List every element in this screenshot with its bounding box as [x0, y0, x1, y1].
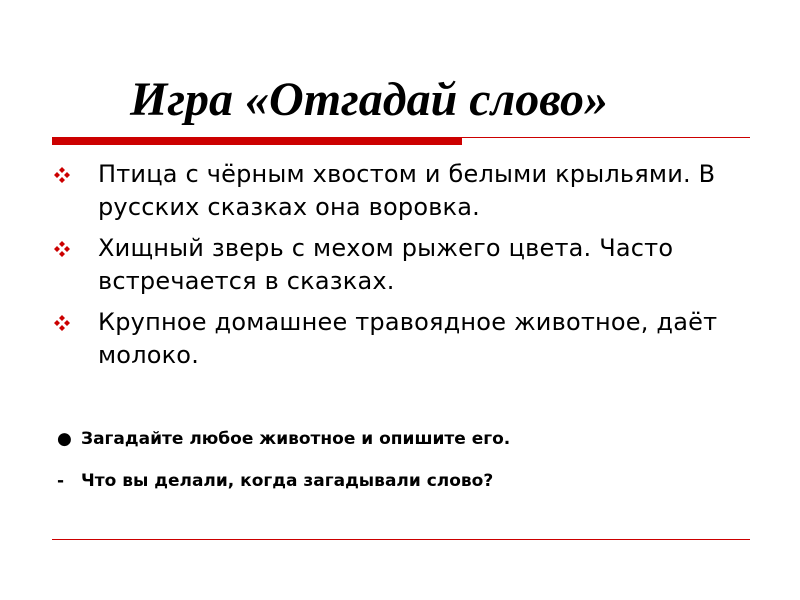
- task-text: Загадайте любое животное и опишите его.: [81, 429, 511, 449]
- question-dash-mark: -: [57, 471, 65, 491]
- question-text: Что вы делали, когда загадывали слово?: [81, 471, 494, 491]
- slide-title: Игра «Отгадай слово»: [130, 73, 609, 126]
- riddle-text: Хищный зверь с мехом рыжего цвета. Часто встречается в сказках.: [98, 234, 674, 295]
- riddle-item: [48, 232, 748, 298]
- riddle-text: Птица с чёрным хвостом и белыми крыльями. В русских сказках она воровка.: [98, 160, 716, 221]
- question-line: [57, 470, 493, 492]
- riddle-item: [48, 306, 748, 372]
- riddle-text: Крупное домашнее травоядное животное, даёт молоко.: [98, 308, 718, 369]
- four-diamond-bullet-icon: [54, 167, 70, 183]
- task-line: [57, 428, 510, 450]
- riddle-list: [48, 158, 748, 380]
- task-bullet-mark: ●: [57, 429, 72, 449]
- four-diamond-bullet-icon: [54, 241, 70, 257]
- title-divider-thick: [52, 138, 462, 145]
- four-diamond-bullet-icon: [54, 315, 70, 331]
- riddle-item: [48, 158, 748, 224]
- footer-divider: [52, 539, 750, 540]
